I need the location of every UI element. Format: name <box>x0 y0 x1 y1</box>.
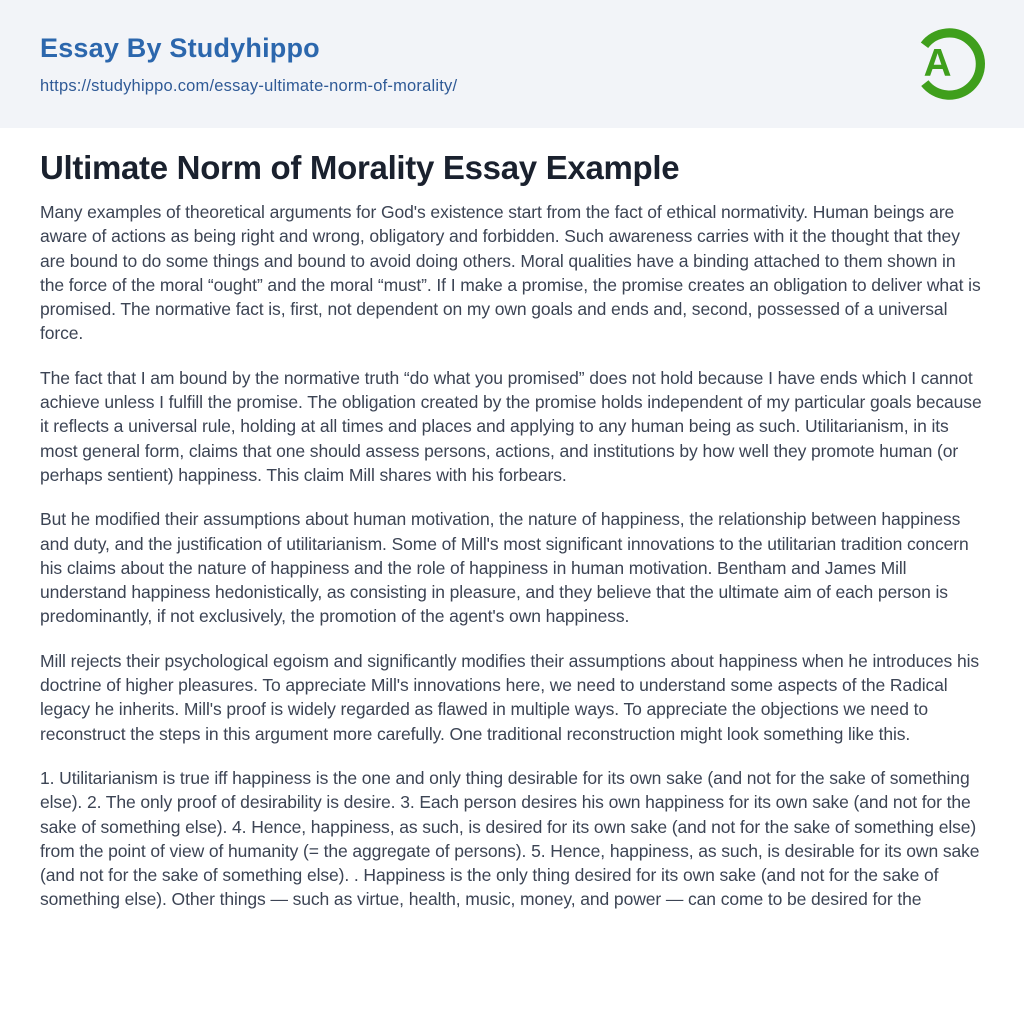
article-paragraph-2: The fact that I am bound by the normative truth “do what you promised” does not hold because I have ends which I cannot achieve unless I fulfill the promise. The obligation created by the promise holds independent of my particular goals because it reflects a universal rule, holding at all times and places and applying to any human being as such. Utilitarianism, in its most general form, claims that one should assess persons, actions, and institutions by how well they promote human (or perhaps sentient) happiness. This claim Mill shares with his forbears. <box>40 367 982 485</box>
article-paragraph-1: Many examples of theoretical arguments for God's existence start from the fact of ethical normativity. Human beings are aware of actions as being right and wrong, obligatory and forbidden. Such awareness carries with it the thought that they are bound to do some things and bound to avoid doing others. Moral qualities have a binding attached to them shown in the force of the moral “ought” and the moral “must”. If I make a promise, the promise creates an obligation to deliver what is promised. The normative fact is, first, not dependent on my own goals and ends and, second, possessed of a universal force. <box>40 202 981 344</box>
article-title: Ultimate Norm of Morality Essay Example <box>40 149 680 186</box>
site-title: Essay By Studyhippo <box>40 32 320 63</box>
header-text-block <box>40 33 457 96</box>
article-body <box>0 149 1024 912</box>
logo-letter: A <box>923 41 952 85</box>
page-header <box>0 0 1024 128</box>
article-paragraph-4: Mill rejects their psychological egoism and significantly modifies their assumptions about happiness when he introduces his doctrine of higher pleasures. To appreciate Mill's innovations here, we need to understand some aspects of the Radical legacy he inherits. Mill's proof is widely regarded as flawed in multiple ways. To appreciate the objections we need to reconstruct the steps in this argument more carefully. One traditional reconstruction might look something like this. <box>40 650 980 744</box>
studyhippo-logo-icon <box>904 19 988 109</box>
article-paragraph-5: 1. Utilitarianism is true iff happiness is the one and only thing desirable for its own sake (and not for the sake of something else). 2. The only proof of desirability is desire. 3. Each person desires his own happiness for its own sake (and not for the sake of something else). 4. Hence, happiness, as such, is desired for its own sake (and not for the sake of something else) from the point of view of humanity (= the aggregate of persons). 5. Hence, happiness, as such, is desirable for its own sake (and not for the sake of something else). . Happiness is the only thing desired for its own sake (and not for the sake of something else). Other things — such as virtue, health, music, money, and power — can come to be desired for the <box>40 767 980 910</box>
page-url-link[interactable]: https://studyhippo.com/essay-ultimate-norm-of-morality/ <box>40 76 458 95</box>
article-paragraph-3: But he modified their assumptions about human motivation, the nature of happiness, the relationship between happiness and duty, and the justification of utilitarianism. Some of Mill's most significant innovations to the utilitarian tradition concern his claims about the nature of happiness and the role of happiness in human motivation. Bentham and James Mill understand happiness hedonistically, as consisting in pleasure, and they believe that the ultimate aim of each person is predominantly, if not exclusively, the promotion of the agent's own happiness. <box>40 509 969 627</box>
